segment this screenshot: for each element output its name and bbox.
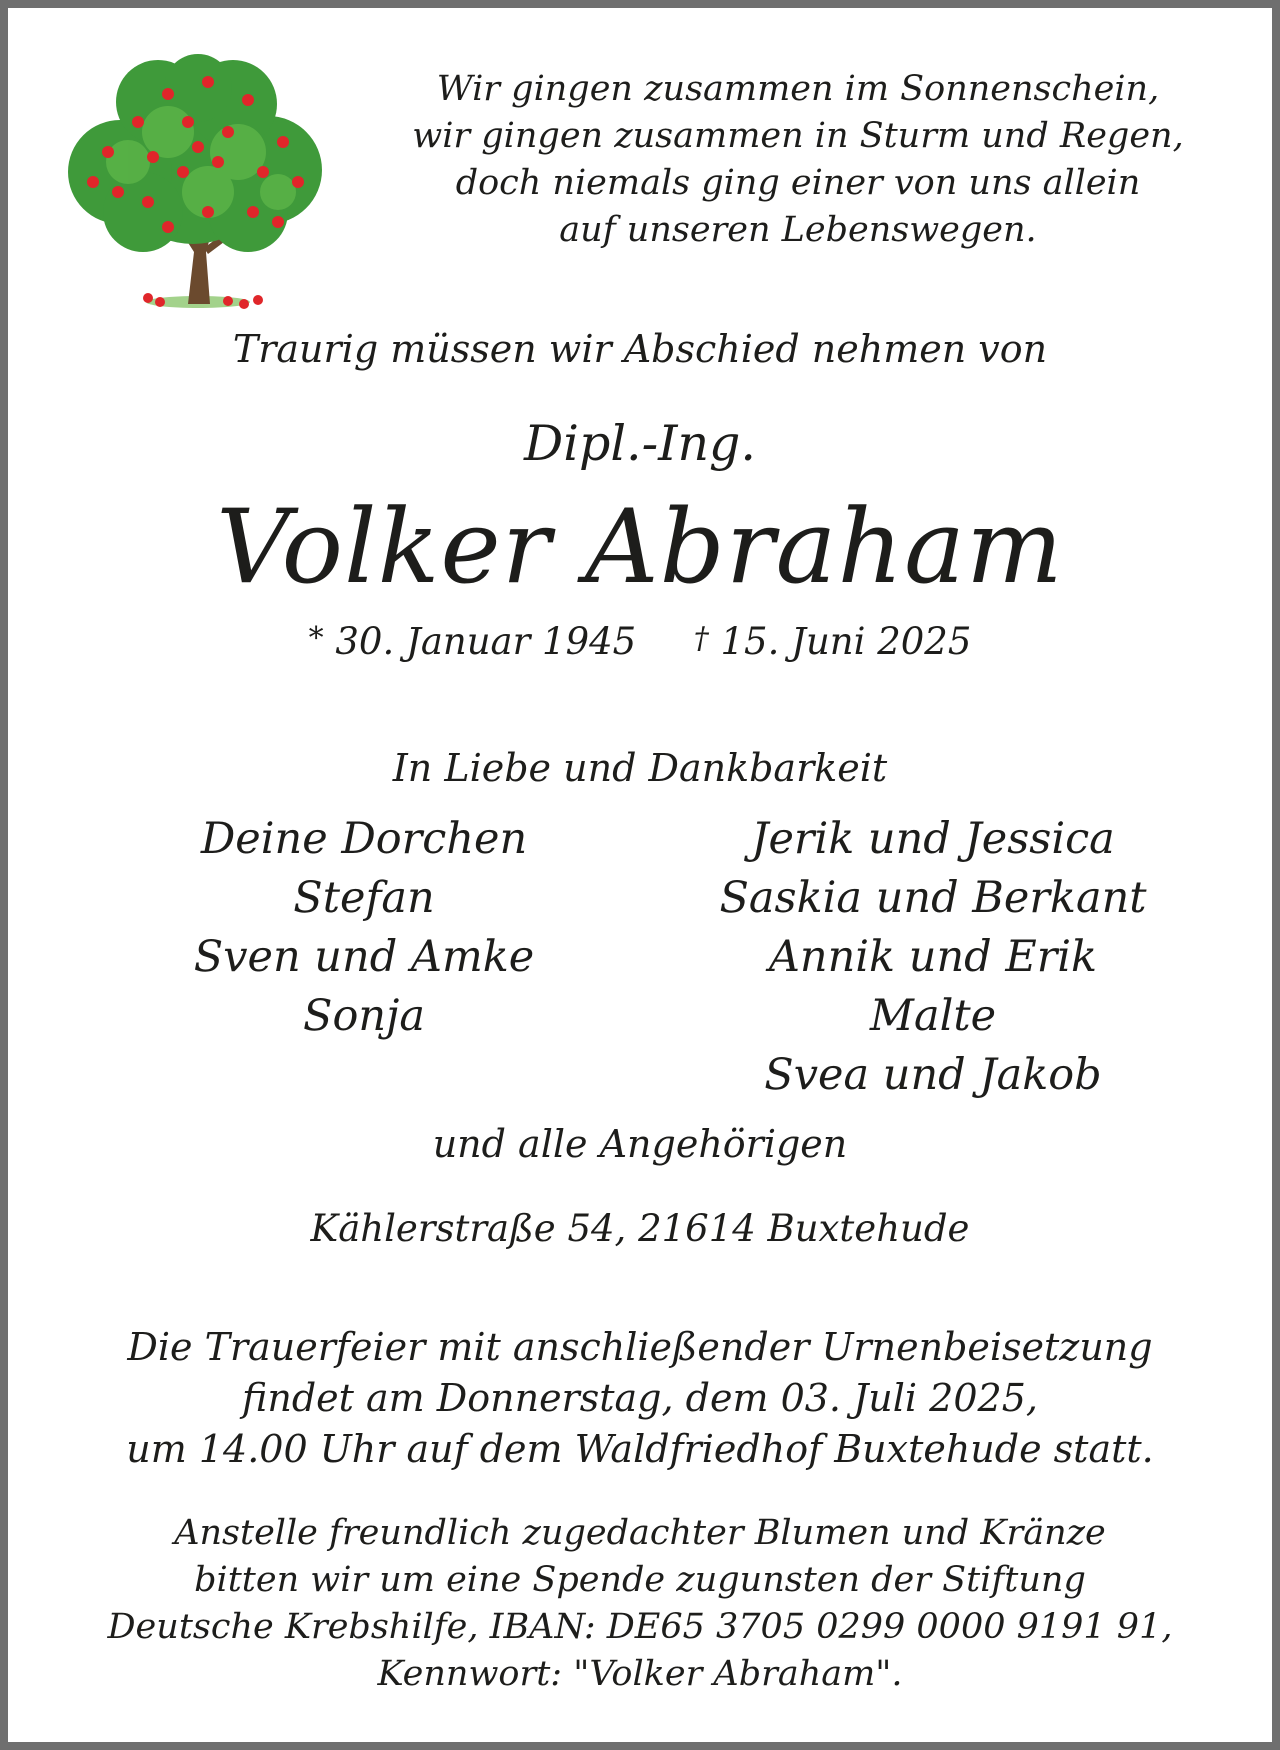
- donation-line: Anstelle freundlich zugedachter Blumen und Kränze: [174, 1513, 1106, 1553]
- mourner-name: Stefan: [293, 873, 435, 923]
- birth-date: 30. Januar 1945: [335, 620, 637, 663]
- donation-line: Deutsche Krebshilfe, IBAN: DE65 3705 0299 0000 9191 91,: [107, 1607, 1173, 1647]
- poem-line: Wir gingen zusammen im Sonnenschein,: [436, 69, 1160, 109]
- poem-line: auf unseren Lebenswegen.: [559, 210, 1037, 250]
- mourner-name: Annik und Erik: [768, 932, 1098, 982]
- ceremony-line: um 14.00 Uhr auf dem Waldfriedhof Buxtehude statt.: [126, 1427, 1154, 1471]
- academic-title: Dipl.-Ing.: [524, 415, 756, 472]
- death-date: 15. Juni 2025: [720, 620, 972, 663]
- mourner-name: Malte: [869, 991, 997, 1041]
- life-dates: [8, 614, 1272, 667]
- poem: [353, 66, 1243, 254]
- poem-line: wir gingen zusammen in Sturm und Regen,: [412, 116, 1184, 156]
- mourner-name: Sonja: [302, 991, 425, 1041]
- intro-text: Traurig müssen wir Abschied nehmen von: [232, 327, 1048, 371]
- mourners-left-column: [84, 810, 644, 1046]
- death-symbol: †: [693, 621, 709, 656]
- donation-line: Kennwort: "Volker Abraham".: [377, 1654, 903, 1694]
- ceremony-line: Die Trauerfeier mit anschließender Urnenbeisetzung: [127, 1325, 1153, 1369]
- mourner-name: Svea und Jakob: [764, 1050, 1102, 1100]
- address: Kählerstraße 54, 21614 Buxtehude: [310, 1207, 970, 1250]
- poem-line: doch niemals ging einer von uns allein: [455, 163, 1141, 203]
- ceremony-line: findet am Donnerstag, dem 03. Juli 2025,: [242, 1376, 1038, 1420]
- mourner-name: Deine Dorchen: [200, 814, 528, 864]
- dedication-text: In Liebe und Dankbarkeit: [392, 746, 888, 790]
- mourner-name: Sven und Amke: [193, 932, 535, 982]
- donation-line: bitten wir um eine Spende zugunsten der Stiftung: [194, 1560, 1086, 1600]
- deceased-name: Volker Abraham: [216, 488, 1064, 607]
- mourner-name: Jerik und Jessica: [751, 814, 1115, 864]
- mourners-right-column: [653, 810, 1213, 1105]
- donation-info: [8, 1510, 1272, 1698]
- apple-tree-icon: [48, 52, 338, 310]
- ceremony-info: [8, 1322, 1272, 1475]
- relatives-text: und alle Angehörigen: [432, 1122, 848, 1166]
- birth-symbol: *: [308, 621, 324, 656]
- mourner-name: Saskia und Berkant: [719, 873, 1147, 923]
